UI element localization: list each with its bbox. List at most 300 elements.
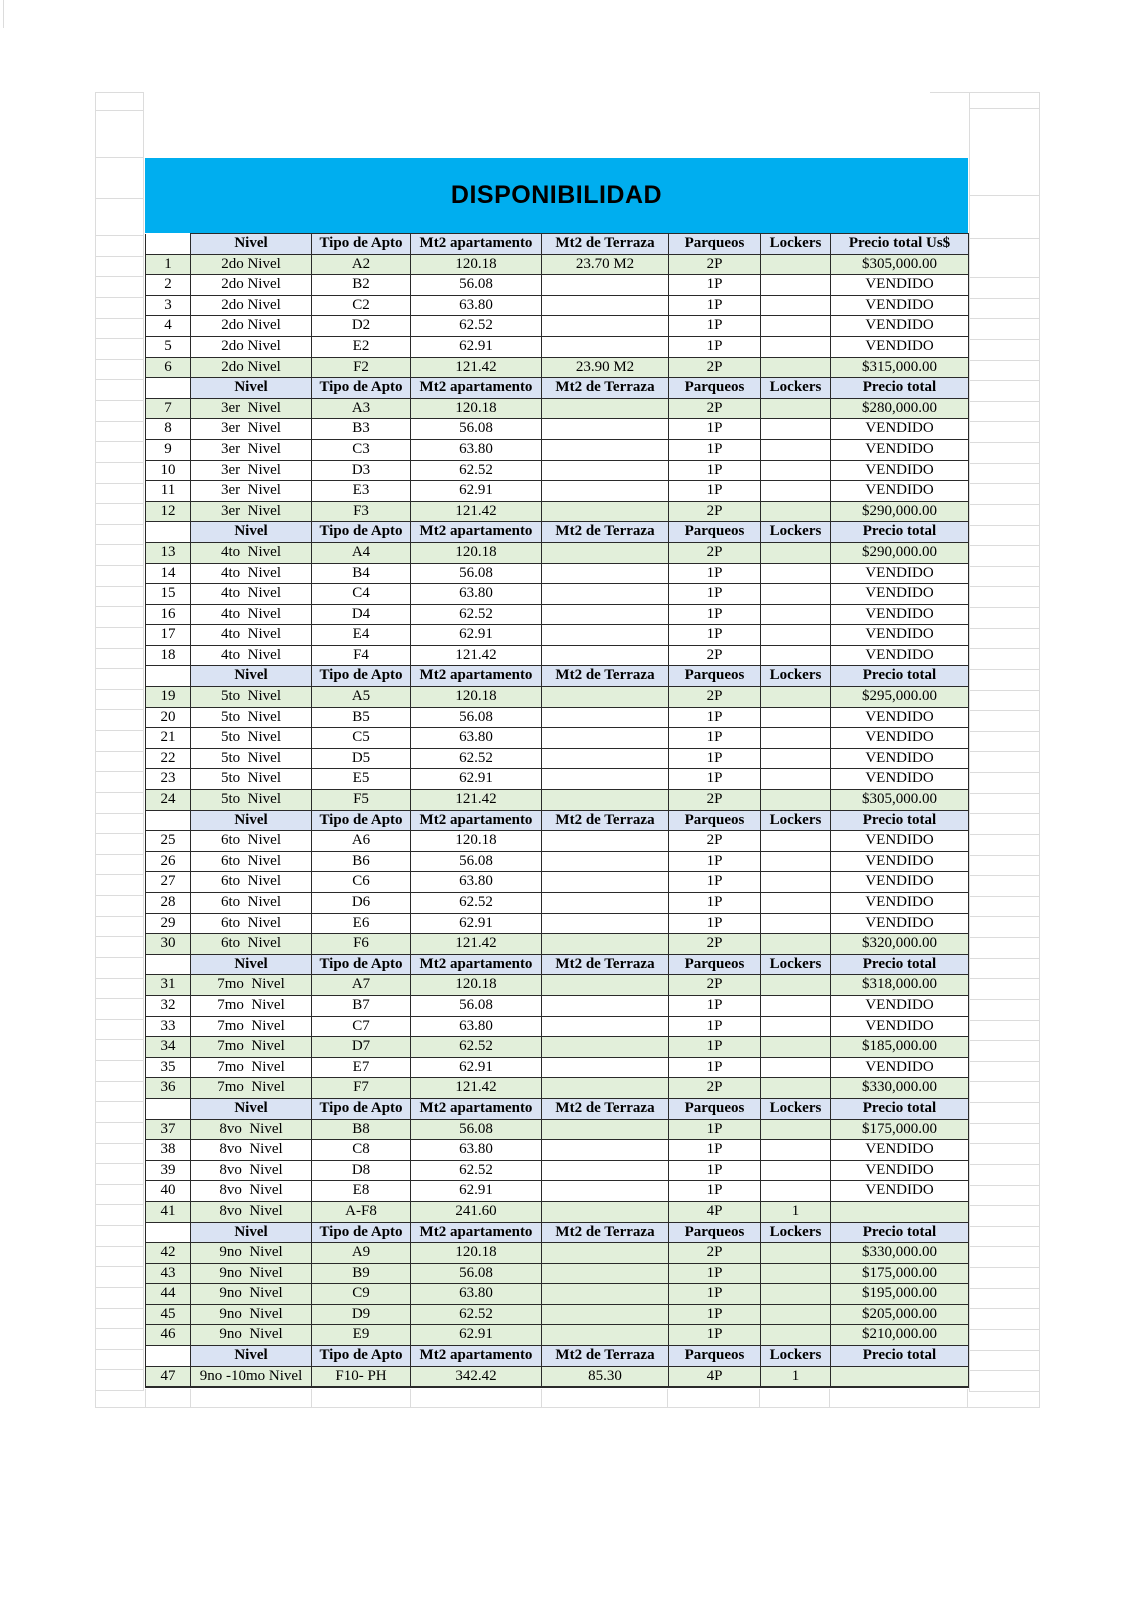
cell-mt2-apartamento: 120.18 (411, 254, 542, 275)
cell-tipo-apto: E8 (312, 1181, 411, 1202)
cell-mt2-apartamento: 63.80 (411, 872, 542, 893)
cell-mt2-apartamento: 63.80 (411, 584, 542, 605)
cell-tipo-apto: D6 (312, 893, 411, 914)
cell-nivel: 4to Nivel (191, 563, 312, 584)
cell-mt2-terraza (542, 934, 669, 955)
cell-nivel: 5to Nivel (191, 790, 312, 811)
gridline-cell (96, 752, 143, 773)
gridline-cell (96, 442, 143, 463)
gridline-cell (970, 1062, 1039, 1083)
gridline-cell (970, 567, 1039, 588)
cell-tipo-apto: C7 (312, 1016, 411, 1037)
section-header-row (146, 1346, 969, 1367)
gridline-cell (970, 835, 1039, 856)
gridline-cell (96, 731, 143, 752)
cell-precio-total: VENDIDO (831, 872, 969, 893)
apartment-row (146, 439, 969, 460)
cell-row-number: 8 (146, 419, 191, 440)
cell-lockers (761, 584, 831, 605)
gridline-cell (970, 443, 1039, 464)
cell-precio-total: VENDIDO (831, 336, 969, 357)
cell-nivel: 3er Nivel (191, 460, 312, 481)
cell-mt2-terraza: 85.30 (542, 1366, 669, 1387)
gridline-cell (96, 1205, 143, 1226)
cell-row-number: 42 (146, 1243, 191, 1264)
cell-lockers (761, 625, 831, 646)
cell-row-number: 38 (146, 1140, 191, 1161)
cell-mt2-terraza (542, 1181, 669, 1202)
cell-parqueos: 1P (669, 707, 761, 728)
gridline-cell (970, 629, 1039, 650)
apartment-row (146, 542, 969, 563)
gridline-cell (970, 196, 1039, 239)
gridline-cell (970, 732, 1039, 753)
gridline-cell (96, 1247, 143, 1268)
apartment-row (146, 934, 969, 955)
cell-mt2-apartamento: 120.18 (411, 975, 542, 996)
cell-parqueos: 1P (669, 460, 761, 481)
gridline-cell (96, 158, 143, 199)
cell-nivel: 5to Nivel (191, 728, 312, 749)
column-header: Mt2 apartamento (411, 810, 542, 831)
bottom-gridline-row (95, 1389, 1040, 1408)
apartment-row (146, 1366, 969, 1387)
cell-row-number: 44 (146, 1284, 191, 1305)
cell-row-number: 12 (146, 501, 191, 522)
cell-nivel: 7mo Nivel (191, 975, 312, 996)
gridline-cell (970, 1041, 1039, 1062)
cell-mt2-terraza: 23.70 M2 (542, 254, 669, 275)
cell-mt2-apartamento: 121.42 (411, 357, 542, 378)
cell-mt2-terraza: 23.90 M2 (542, 357, 669, 378)
cell-precio-total: VENDIDO (831, 563, 969, 584)
gridline-cell (96, 628, 143, 649)
cell-parqueos: 1P (669, 295, 761, 316)
cell-row-number: 2 (146, 275, 191, 296)
gridline-cell (96, 401, 143, 422)
cell-mt2-apartamento: 342.42 (411, 1366, 542, 1387)
section-header-row (146, 666, 969, 687)
gridline-cell (970, 484, 1039, 505)
column-header: Mt2 de Terraza (542, 1346, 669, 1367)
cell-lockers (761, 357, 831, 378)
cell-mt2-apartamento: 62.91 (411, 336, 542, 357)
row-number-cell-blank (146, 954, 191, 975)
section-header-row (146, 234, 969, 255)
cell-tipo-apto: F6 (312, 934, 411, 955)
cell-nivel: 3er Nivel (191, 398, 312, 419)
gridline-cell (970, 1165, 1039, 1186)
cell-nivel: 9no Nivel (191, 1243, 312, 1264)
gridline-cell (96, 979, 143, 1000)
cell-precio-total: VENDIDO (831, 893, 969, 914)
cell-precio-total: $295,000.00 (831, 687, 969, 708)
cell-tipo-apto: D8 (312, 1160, 411, 1181)
cell-mt2-terraza (542, 625, 669, 646)
section-header-row (146, 1098, 969, 1119)
cell-nivel: 3er Nivel (191, 419, 312, 440)
cell-row-number: 15 (146, 584, 191, 605)
cell-row-number: 21 (146, 728, 191, 749)
gridline-cell (970, 299, 1039, 320)
column-header: Mt2 apartamento (411, 1346, 542, 1367)
gridline-cell (970, 897, 1039, 918)
cell-row-number: 14 (146, 563, 191, 584)
apartment-row (146, 336, 969, 357)
column-header: Mt2 de Terraza (542, 234, 669, 255)
column-header: Parqueos (669, 1098, 761, 1119)
gridline-cell (96, 669, 143, 690)
cell-tipo-apto: B8 (312, 1119, 411, 1140)
column-header: Mt2 de Terraza (542, 1098, 669, 1119)
gridline-cell (830, 1389, 968, 1407)
column-header: Nivel (191, 810, 312, 831)
cell-tipo-apto: D7 (312, 1037, 411, 1058)
row-number-cell-blank (146, 1098, 191, 1119)
cell-precio-total: VENDIDO (831, 1181, 969, 1202)
cell-mt2-apartamento: 63.80 (411, 1016, 542, 1037)
cell-mt2-apartamento: 56.08 (411, 563, 542, 584)
cell-parqueos: 1P (669, 1140, 761, 1161)
cell-mt2-apartamento: 121.42 (411, 934, 542, 955)
cell-mt2-apartamento: 62.52 (411, 604, 542, 625)
gridline-cell (970, 278, 1039, 299)
gridline-cell (970, 1309, 1039, 1330)
gridline-cell (970, 1082, 1039, 1103)
cell-precio-total: VENDIDO (831, 831, 969, 852)
gridline-cell (96, 1144, 143, 1165)
cell-mt2-apartamento: 62.52 (411, 748, 542, 769)
cell-parqueos: 2P (669, 542, 761, 563)
apartment-row (146, 625, 969, 646)
cell-mt2-apartamento: 63.80 (411, 1140, 542, 1161)
gridline-cell (668, 1389, 760, 1407)
cell-row-number: 35 (146, 1057, 191, 1078)
apartment-row (146, 254, 969, 275)
cell-row-number: 28 (146, 893, 191, 914)
gridline-cell (96, 566, 143, 587)
column-header: Mt2 de Terraza (542, 810, 669, 831)
cell-tipo-apto: A7 (312, 975, 411, 996)
gridline-cell (411, 1389, 542, 1407)
column-header: Lockers (761, 234, 831, 255)
column-header: Tipo de Apto (312, 954, 411, 975)
gridline-cell (96, 1185, 143, 1206)
cell-row-number: 3 (146, 295, 191, 316)
cell-mt2-apartamento: 241.60 (411, 1201, 542, 1222)
cell-row-number: 47 (146, 1366, 191, 1387)
cell-lockers (761, 419, 831, 440)
right-gutter-gridlines (969, 92, 1040, 1392)
gridline-cell (96, 1102, 143, 1123)
cell-mt2-terraza (542, 336, 669, 357)
cell-mt2-apartamento: 121.42 (411, 790, 542, 811)
cell-precio-total: $175,000.00 (831, 1263, 969, 1284)
cell-row-number: 11 (146, 481, 191, 502)
apartment-row (146, 1078, 969, 1099)
cell-mt2-apartamento: 63.80 (411, 439, 542, 460)
cell-precio-total: $315,000.00 (831, 357, 969, 378)
cell-row-number: 40 (146, 1181, 191, 1202)
cell-tipo-apto: A-F8 (312, 1201, 411, 1222)
cell-precio-total: VENDIDO (831, 275, 969, 296)
cell-lockers (761, 542, 831, 563)
cell-parqueos: 1P (669, 893, 761, 914)
cell-tipo-apto: D3 (312, 460, 411, 481)
cell-parqueos: 1P (669, 1304, 761, 1325)
cell-precio-total: VENDIDO (831, 913, 969, 934)
gridline-cell (96, 814, 143, 835)
cell-mt2-terraza (542, 275, 669, 296)
cell-lockers (761, 645, 831, 666)
cell-mt2-apartamento: 121.42 (411, 501, 542, 522)
cell-tipo-apto: B9 (312, 1263, 411, 1284)
gridline-cell (96, 855, 143, 876)
apartment-row (146, 1160, 969, 1181)
cell-lockers (761, 1119, 831, 1140)
cell-row-number: 24 (146, 790, 191, 811)
apartment-row (146, 872, 969, 893)
gridline-cell (96, 607, 143, 628)
row-number-cell-blank (146, 378, 191, 399)
gridline-cell (970, 1021, 1039, 1042)
cell-row-number: 17 (146, 625, 191, 646)
cell-lockers (761, 439, 831, 460)
cell-mt2-terraza (542, 687, 669, 708)
cell-parqueos: 1P (669, 769, 761, 790)
apartment-row (146, 584, 969, 605)
apartment-row (146, 357, 969, 378)
gridline-cell (970, 526, 1039, 547)
cell-mt2-terraza (542, 913, 669, 934)
column-header: Parqueos (669, 666, 761, 687)
cell-precio-total: $290,000.00 (831, 542, 969, 563)
cell-lockers (761, 1263, 831, 1284)
gridline-cell (760, 1389, 830, 1407)
gridline-cell (96, 1267, 143, 1288)
cell-parqueos: 1P (669, 1119, 761, 1140)
gridline-cell (96, 1123, 143, 1144)
page-title: DISPONIBILIDAD (450, 181, 663, 209)
cell-row-number: 29 (146, 913, 191, 934)
cell-lockers (761, 995, 831, 1016)
cell-nivel: 8vo Nivel (191, 1181, 312, 1202)
cell-nivel: 5to Nivel (191, 748, 312, 769)
gridline-cell (96, 1061, 143, 1082)
cell-mt2-terraza (542, 1057, 669, 1078)
cell-tipo-apto: E5 (312, 769, 411, 790)
cell-row-number: 37 (146, 1119, 191, 1140)
cell-precio-total (831, 1201, 969, 1222)
gridline-cell (96, 463, 143, 484)
cell-nivel: 7mo Nivel (191, 1057, 312, 1078)
gridline-cell (970, 587, 1039, 608)
row-number-cell-blank (146, 666, 191, 687)
cell-mt2-apartamento: 62.52 (411, 893, 542, 914)
cell-nivel: 3er Nivel (191, 439, 312, 460)
cell-mt2-terraza (542, 975, 669, 996)
apartment-row (146, 1016, 969, 1037)
gridline-cell (970, 1330, 1039, 1351)
cell-lockers (761, 501, 831, 522)
cell-mt2-apartamento: 120.18 (411, 687, 542, 708)
cell-mt2-apartamento: 56.08 (411, 995, 542, 1016)
cell-mt2-terraza (542, 1037, 669, 1058)
apartment-row (146, 790, 969, 811)
gridline-cell (96, 277, 143, 298)
gridline-cell (96, 199, 143, 236)
cell-parqueos: 2P (669, 1243, 761, 1264)
cell-parqueos: 1P (669, 1181, 761, 1202)
apartment-row (146, 398, 969, 419)
gridline-cell (970, 856, 1039, 877)
gridline-cell (970, 381, 1039, 402)
cell-nivel: 9no Nivel (191, 1304, 312, 1325)
cell-lockers (761, 295, 831, 316)
gridline-cell (96, 319, 143, 340)
column-header: Parqueos (669, 954, 761, 975)
column-header: Tipo de Apto (312, 810, 411, 831)
cell-nivel: 6to Nivel (191, 913, 312, 934)
cell-precio-total: VENDIDO (831, 584, 969, 605)
column-header: Nivel (191, 378, 312, 399)
cell-tipo-apto: F3 (312, 501, 411, 522)
cell-row-number: 33 (146, 1016, 191, 1037)
gridline-cell (312, 1389, 411, 1407)
cell-lockers (761, 1243, 831, 1264)
gridline-cell (96, 1020, 143, 1041)
cell-precio-total: $305,000.00 (831, 790, 969, 811)
cell-tipo-apto: F2 (312, 357, 411, 378)
left-gutter-gridlines (95, 92, 144, 1391)
cell-mt2-apartamento: 62.52 (411, 1304, 542, 1325)
apartment-row (146, 604, 969, 625)
cell-lockers (761, 604, 831, 625)
gridline-cell (970, 319, 1039, 340)
row-number-cell-blank (146, 1346, 191, 1367)
gridline-cell (96, 958, 143, 979)
cell-mt2-apartamento: 121.42 (411, 645, 542, 666)
cell-mt2-terraza (542, 1284, 669, 1305)
row-number-cell-blank (146, 810, 191, 831)
cell-mt2-terraza (542, 584, 669, 605)
apartment-row (146, 1263, 969, 1284)
apartment-row (146, 316, 969, 337)
column-header: Tipo de Apto (312, 1346, 411, 1367)
cell-nivel: 4to Nivel (191, 604, 312, 625)
cell-row-number: 20 (146, 707, 191, 728)
cell-precio-total: VENDIDO (831, 748, 969, 769)
cell-tipo-apto: E9 (312, 1325, 411, 1346)
cell-mt2-terraza (542, 604, 669, 625)
row-number-cell-blank (146, 522, 191, 543)
apartment-row (146, 1037, 969, 1058)
cell-mt2-terraza (542, 316, 669, 337)
cell-mt2-apartamento: 56.08 (411, 707, 542, 728)
cell-lockers: 1 (761, 1201, 831, 1222)
cell-mt2-apartamento: 62.91 (411, 913, 542, 934)
cell-mt2-terraza (542, 542, 669, 563)
gridline-cell (970, 93, 1039, 109)
cell-nivel: 8vo Nivel (191, 1160, 312, 1181)
gridline-cell (970, 505, 1039, 526)
column-header: Tipo de Apto (312, 522, 411, 543)
column-header: Mt2 apartamento (411, 1222, 542, 1243)
gridline-cell (96, 339, 143, 360)
column-header: Tipo de Apto (312, 1098, 411, 1119)
cell-tipo-apto: D2 (312, 316, 411, 337)
cell-lockers (761, 1057, 831, 1078)
column-header: Mt2 apartamento (411, 234, 542, 255)
gridline-cell (96, 1040, 143, 1061)
cell-mt2-terraza (542, 893, 669, 914)
cell-lockers (761, 460, 831, 481)
apartment-row (146, 769, 969, 790)
cell-tipo-apto: B6 (312, 851, 411, 872)
gridline-cell (96, 649, 143, 670)
gridline-cell (970, 773, 1039, 794)
cell-tipo-apto: C3 (312, 439, 411, 460)
cell-precio-total: VENDIDO (831, 460, 969, 481)
gridline-cell (96, 545, 143, 566)
cell-tipo-apto: C6 (312, 872, 411, 893)
column-header-precio: Precio total Us$ (831, 234, 969, 255)
cell-precio-total: VENDIDO (831, 481, 969, 502)
cell-mt2-terraza (542, 295, 669, 316)
column-header-precio: Precio total (831, 1222, 969, 1243)
column-header: Lockers (761, 522, 831, 543)
cell-lockers (761, 1284, 831, 1305)
cell-row-number: 39 (146, 1160, 191, 1181)
cell-precio-total: $330,000.00 (831, 1078, 969, 1099)
cell-lockers (761, 934, 831, 955)
gridline-cell (970, 1351, 1039, 1372)
cell-nivel: 7mo Nivel (191, 995, 312, 1016)
cell-mt2-apartamento: 62.91 (411, 1057, 542, 1078)
cell-parqueos: 1P (669, 275, 761, 296)
gridline-cell (96, 360, 143, 381)
gridline-cell (96, 111, 143, 158)
cell-mt2-apartamento: 63.80 (411, 1284, 542, 1305)
gridline-cell (970, 1247, 1039, 1268)
cell-lockers (761, 851, 831, 872)
gridline-cell (96, 834, 143, 855)
cell-mt2-apartamento: 56.08 (411, 275, 542, 296)
gridline-cell (96, 236, 143, 257)
gridline-cell (96, 690, 143, 711)
cell-mt2-terraza (542, 1325, 669, 1346)
column-header: Mt2 de Terraza (542, 1222, 669, 1243)
cell-mt2-terraza (542, 501, 669, 522)
cell-lockers (761, 769, 831, 790)
cell-nivel: 2do Nivel (191, 275, 312, 296)
cell-mt2-terraza (542, 769, 669, 790)
cell-lockers (761, 707, 831, 728)
cell-mt2-terraza (542, 563, 669, 584)
gridline-cell (96, 587, 143, 608)
gridline-cell (970, 1289, 1039, 1310)
row-number-cell-blank (146, 1222, 191, 1243)
cell-nivel: 9no Nivel (191, 1284, 312, 1305)
column-header: Mt2 apartamento (411, 954, 542, 975)
cell-precio-total: VENDIDO (831, 1016, 969, 1037)
apartment-row (146, 275, 969, 296)
cell-row-number: 32 (146, 995, 191, 1016)
column-header: Lockers (761, 1098, 831, 1119)
apartment-row (146, 995, 969, 1016)
cell-parqueos: 2P (669, 254, 761, 275)
cell-mt2-apartamento: 62.52 (411, 460, 542, 481)
